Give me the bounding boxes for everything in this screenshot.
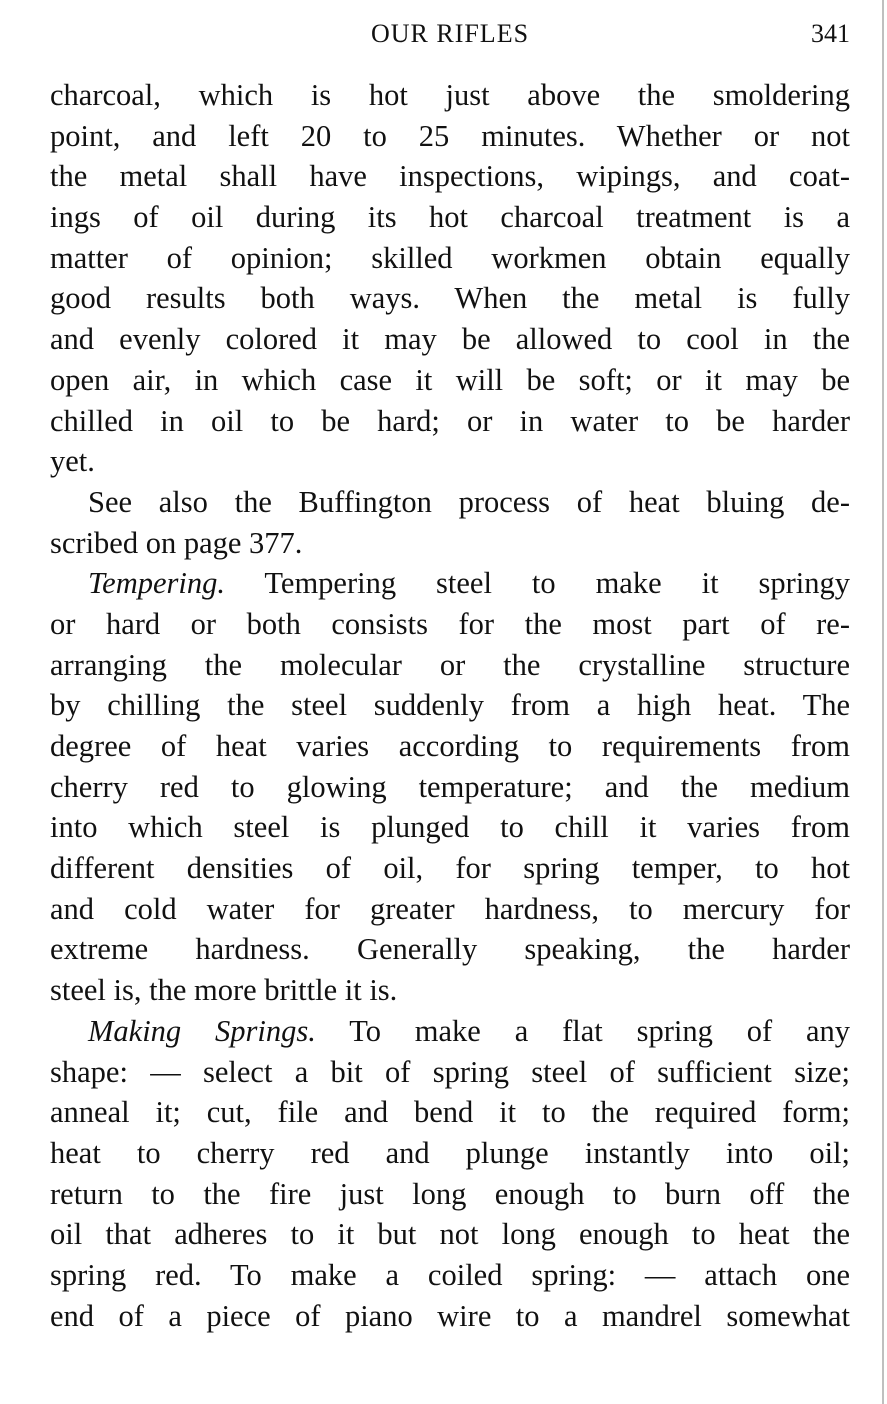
text-line: chilled in oil to be hard; or in water to be harder <box>50 403 850 438</box>
text-line: end of a piece of piano wire to a mandrel somewhat <box>50 1298 850 1333</box>
text-run: To make a flat spring of any <box>349 1013 850 1048</box>
text-line: shape: — select a bit of spring steel of sufficient size; <box>50 1054 850 1089</box>
text-line: matter of opinion; skilled workmen obtain equally <box>50 240 850 275</box>
text-line: the metal shall have inspections, wipings, and coat- <box>50 159 850 194</box>
text-line: point, and left 20 to 25 minutes. Whether or not <box>50 118 850 153</box>
text-line: different densities of oil, for spring temper, to hot <box>50 851 850 886</box>
text-line: by chilling the steel suddenly from a high heat. The <box>50 688 850 723</box>
body-text <box>50 75 850 1336</box>
text-line: heat to cherry red and plunge instantly into oil; <box>50 1135 850 1170</box>
text-line: degree of heat varies according to requirements from <box>50 729 850 763</box>
text-line: open air, in which case it will be soft; or it may be <box>50 362 850 397</box>
text-line: charcoal, which is hot just above the smoldering <box>50 78 850 112</box>
run-in-heading: Tempering. <box>88 566 225 601</box>
page-edge <box>882 0 884 1404</box>
text-line: steel is, the more brittle it is. <box>50 973 398 1008</box>
text-line: anneal it; cut, file and bend it to the required form; <box>50 1095 850 1130</box>
page-number: 341 <box>811 19 850 48</box>
paragraph-first-line <box>50 563 850 604</box>
paragraph-first-line <box>50 1011 850 1052</box>
text-run: Tempering steel to make it springy <box>264 566 850 601</box>
text-line: and evenly colored it may be allowed to cool in the <box>50 322 850 357</box>
run-in-heading: Making Springs. <box>88 1013 316 1048</box>
text-line: oil that adheres to it but not long enough to heat the <box>50 1217 850 1252</box>
text-line: arranging the molecular or the crystalline structure <box>50 647 850 682</box>
text-line: extreme hardness. Generally speaking, the harder <box>50 932 850 967</box>
text-line: good results both ways. When the metal is fully <box>50 281 850 316</box>
running-title: OUR RIFLES <box>370 19 530 48</box>
text-line: and cold water for greater hardness, to mercury for <box>50 891 850 926</box>
text-line: cherry red to glowing temperature; and the medium <box>50 769 850 804</box>
text-line: ings of oil during its hot charcoal treatment is a <box>50 200 850 235</box>
text-line: or hard or both consists for the most part of re- <box>50 606 850 641</box>
text-line: yet. <box>50 444 95 479</box>
text-line: See also the Buffington process of heat bluing de- <box>88 484 850 519</box>
running-head <box>50 16 850 52</box>
text-line: scribed on page 377. <box>50 525 303 560</box>
text-line: spring red. To make a coiled spring: — attach one <box>50 1257 850 1292</box>
text-line: return to the fire just long enough to burn off the <box>50 1176 850 1211</box>
text-line: into which steel is plunged to chill it varies from <box>50 810 850 845</box>
